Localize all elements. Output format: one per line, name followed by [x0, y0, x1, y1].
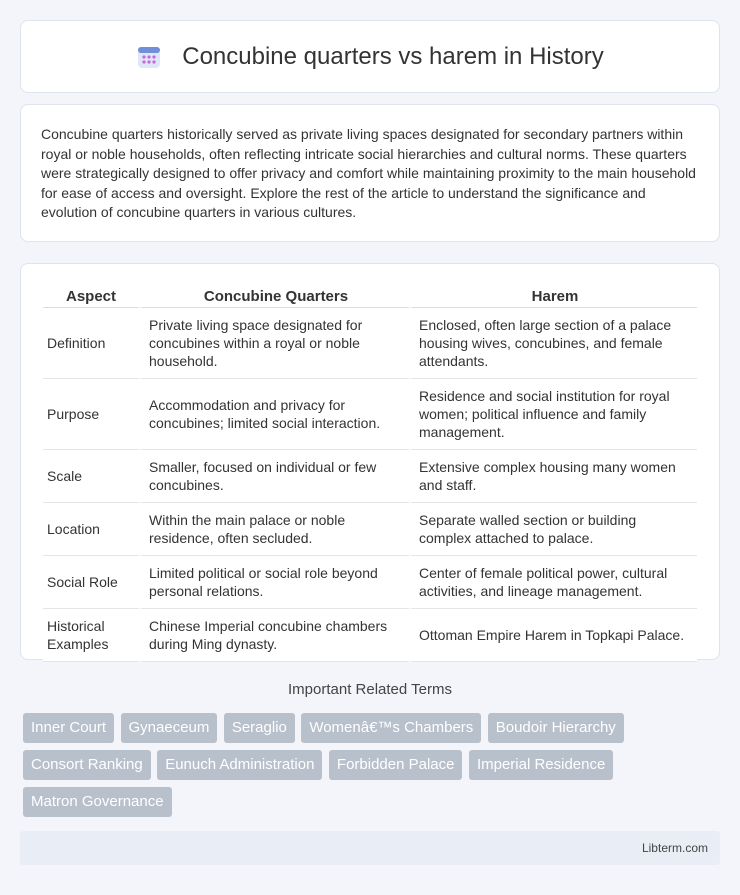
- footer: [20, 831, 720, 865]
- row-concubine: Accommodation and privacy for concubines; limited social interaction.: [139, 379, 409, 450]
- footer-site-link[interactable]: Libterm.com: [641, 841, 708, 855]
- row-harem: Separate walled section or building complex attached to palace.: [409, 503, 697, 556]
- row-harem: Ottoman Empire Harem in Topkapi Palace.: [409, 609, 697, 662]
- row-aspect: Scale: [43, 450, 139, 503]
- header-harem: Harem: [409, 284, 697, 308]
- related-terms-list: [23, 713, 723, 824]
- comparison-table-card: [20, 263, 720, 660]
- comparison-table: [43, 284, 697, 662]
- page-title: Concubine quarters vs harem in History: [182, 42, 604, 70]
- row-aspect: Definition: [43, 308, 139, 379]
- related-term-tag[interactable]: Gynaeceum: [121, 713, 218, 743]
- row-concubine: Private living space designated for concubines within a royal or noble household.: [139, 308, 409, 379]
- row-concubine: Within the main palace or noble residence, often secluded.: [139, 503, 409, 556]
- table-header-row: [43, 284, 697, 308]
- related-term-tag[interactable]: Imperial Residence: [469, 750, 613, 780]
- related-term-tag[interactable]: Inner Court: [23, 713, 114, 743]
- row-aspect: Purpose: [43, 379, 139, 450]
- intro-card: [20, 104, 720, 242]
- row-concubine: Chinese Imperial concubine chambers during Ming dynasty.: [139, 609, 409, 662]
- related-term-tag[interactable]: Forbidden Palace: [329, 750, 463, 780]
- row-harem: Center of female political power, cultural activities, and lineage management.: [409, 556, 697, 609]
- table-row: [43, 450, 697, 503]
- related-term-tag[interactable]: Matron Governance: [23, 787, 172, 817]
- row-aspect: Location: [43, 503, 139, 556]
- row-concubine: Limited political or social role beyond personal relations.: [139, 556, 409, 609]
- row-harem: Residence and social institution for royal women; political influence and family management.: [409, 379, 697, 450]
- header-aspect: Aspect: [43, 284, 139, 308]
- table-row: [43, 308, 697, 379]
- related-term-tag[interactable]: Womenâ€™s Chambers: [301, 713, 481, 743]
- table-row: [43, 609, 697, 662]
- row-aspect: Social Role: [43, 556, 139, 609]
- row-harem: Extensive complex housing many women and staff.: [409, 450, 697, 503]
- row-aspect: Historical Examples: [43, 609, 139, 662]
- header-concubine-quarters: Concubine Quarters: [139, 284, 409, 308]
- row-harem: Enclosed, often large section of a palace housing wives, concubines, and female attendants.: [409, 308, 697, 379]
- table-row: [43, 503, 697, 556]
- related-term-tag[interactable]: Boudoir Hierarchy: [488, 713, 624, 743]
- table-row: [43, 556, 697, 609]
- header-card: [20, 20, 720, 93]
- related-terms-title: Important Related Terms: [288, 681, 452, 698]
- intro-text: Concubine quarters historically served as private living spaces designated for secondary partners within royal or noble households, often reflecting intricate social hierarchies and cultural norms. These quarters were strategically designed to offer privacy and comfort while maintaining proximity to the main household for ease of access and oversight. Explore the rest of the article to understand the significance and evolution of concubine quarters in various cultures.: [41, 126, 696, 221]
- table-row: [43, 379, 697, 450]
- related-term-tag[interactable]: Seraglio: [224, 713, 295, 743]
- related-term-tag[interactable]: Eunuch Administration: [157, 750, 322, 780]
- related-term-tag[interactable]: Consort Ranking: [23, 750, 151, 780]
- row-concubine: Smaller, focused on individual or few concubines.: [139, 450, 409, 503]
- calendar-grid-icon: [136, 44, 162, 70]
